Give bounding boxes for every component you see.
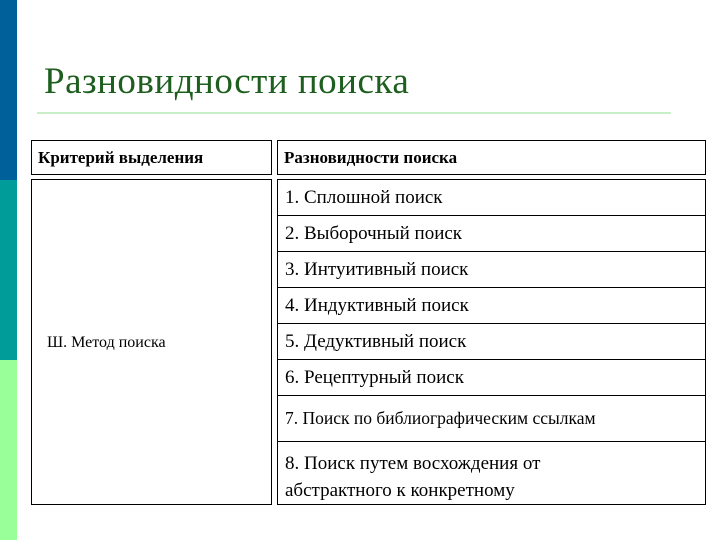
table-row: 7. Поиск по библиографическим ссылкам [277, 395, 706, 441]
table-row: 4. Индуктивный поиск [277, 287, 706, 323]
table-row: 5. Дедуктивный поиск [277, 323, 706, 359]
table-row: 8. Поиск путем восхождения от абстрактного к конкретному [277, 441, 706, 505]
header-types: Разновидности поиска [277, 140, 706, 175]
criterion-value: Ш. Метод поиска [47, 334, 166, 351]
side-accent-bar-bottom [0, 360, 17, 540]
table-row: 2. Выборочный поиск [277, 215, 706, 251]
table-row: 1. Сплошной поиск [277, 179, 706, 215]
side-accent-bar-top [0, 0, 17, 180]
header-criterion: Критерий выделения [31, 140, 272, 175]
table-row: 3. Интуитивный поиск [277, 251, 706, 287]
side-accent-bar-middle [0, 180, 17, 360]
title-underline [37, 112, 671, 114]
slide-title: Разновидности поиска [44, 61, 410, 102]
table-row: 6. Рецептурный поиск [277, 359, 706, 395]
